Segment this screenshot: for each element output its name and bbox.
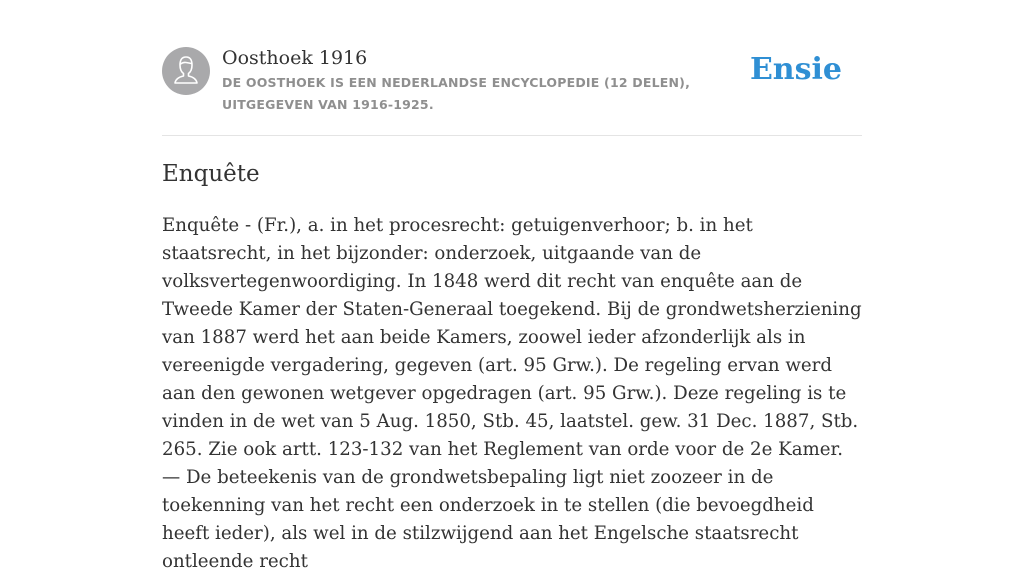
ensie-logo-link[interactable]: Ensie xyxy=(749,52,842,87)
entry-body: Enquête - (Fr.), a. in het procesrecht: getuigenverhoor; b. in het staatsrecht, in het bijzonder: onderzoek, uitgaande van de volksvertegenwoordiging. In 1848 werd dit recht van enquête aan de Tweede Kamer der Staten-Generaal toegekend. Bij de grondwetsherziening van 1887 werd het aan beide Kamers, zoowel ieder afzonderlijk als in vereenigde vergadering, gegeven (art. 95 Grw.). De regeling ervan werd aan den gewonen wetgever opgedragen (art. 95 Grw.). Deze regeling is te vinden in de wet van 5 Aug. 1850, Stb. 45, laatstel. gew. 31 Dec. 1887, Stb. 265. Zie ook artt. 123-132 van het Reglement van orde voor de 2e Kamer. — De beteekenis van de grondwetsbepaling ligt niet zoozeer in de toekenning van het recht een onderzoek in te stellen (die bevoegdheid heeft ieder), als wel in de stilzwijgend aan het Engelsche staatsrecht ontleende recht xyxy=(162,215,862,572)
source-description: DE OOSTHOEK IS EEN NEDERLANDSE ENCYCLOPEDIE (12 DELEN), UITGEGEVEN VAN 1916-1925. xyxy=(222,75,691,112)
entry-title: Enquête xyxy=(162,161,260,187)
source-header xyxy=(162,46,862,136)
avatar[interactable] xyxy=(162,47,210,95)
source-title[interactable]: Oosthoek 1916 xyxy=(222,47,368,69)
header-divider xyxy=(162,135,862,136)
user-icon xyxy=(162,47,210,95)
